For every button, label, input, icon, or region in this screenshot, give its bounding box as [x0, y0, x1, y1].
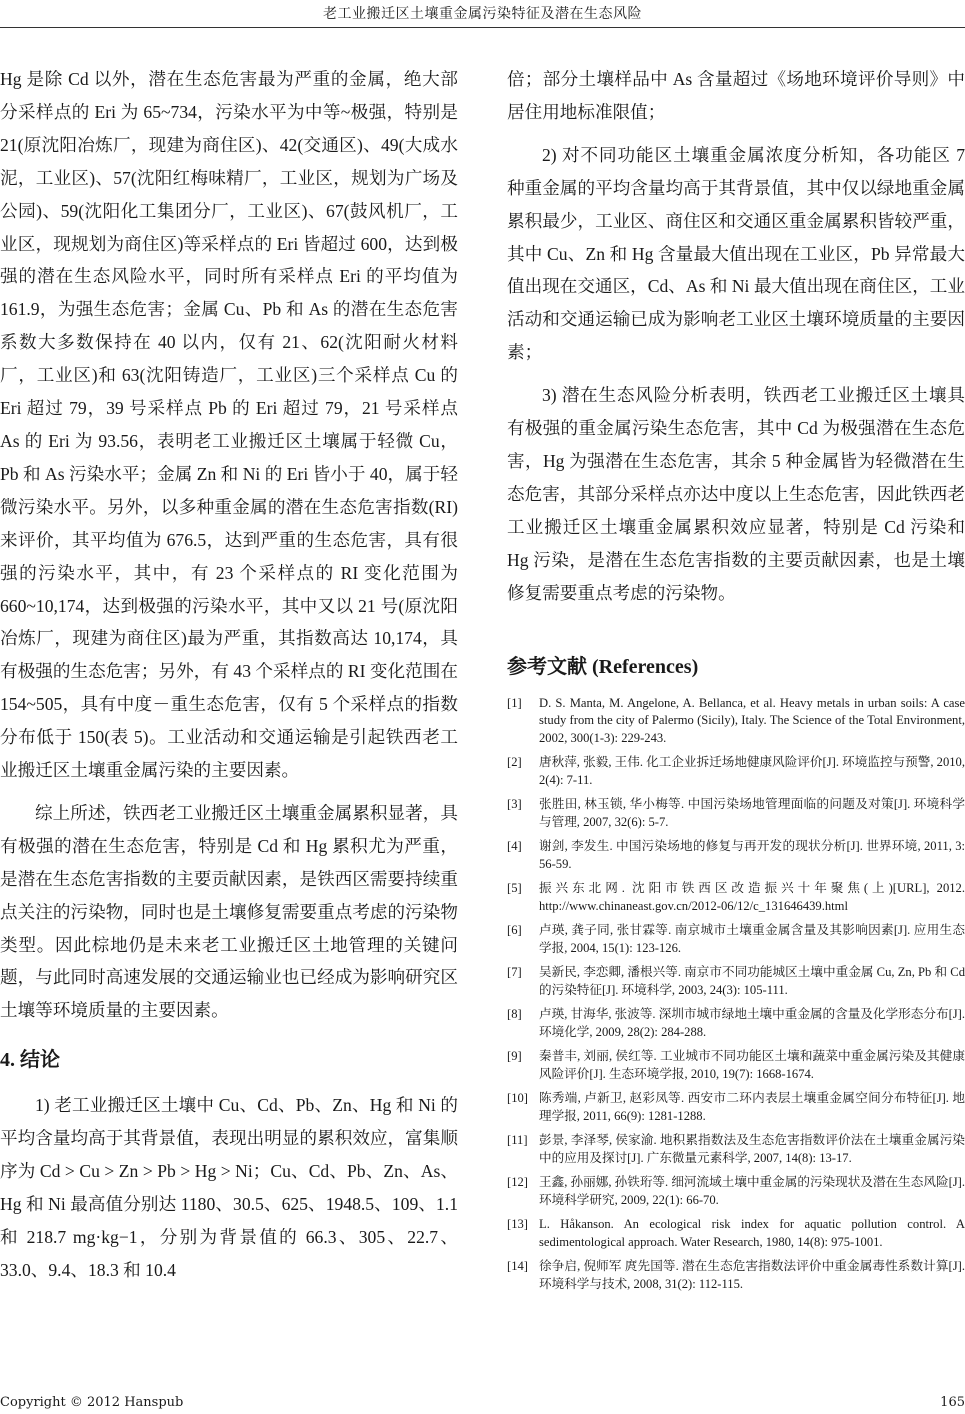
reference-list [507, 695, 965, 1294]
reference-text: 陈秀端, 卢新卫, 赵彩凤等. 西安市二环内表层土壤重金属空间分布特征[J]. 地理学报, 2011, 66(9): 1281-1288. [539, 1091, 965, 1123]
conclusion-paragraph: 3) 潜在生态风险分析表明，铁西老工业搬迁区土壤具有极强的重金属污染生态危害，其中 Cd 为极强潜在生态危害，Hg 为强潜在生态危害，其余 5 种金属皆为轻微潜在生态危害，其部分采样点亦达中度以上生态危害，因此铁西老工业搬迁区土壤重金属累积效应显著，特别是 Cd 污染和 Hg 污染，是潜在生态危害指数的主要贡献因素，也是土壤修复需要重点考虑的污染物。 [507, 385, 965, 603]
reference-number: [12] [507, 1175, 528, 1189]
reference-text: 张胜田, 林玉锁, 华小梅等. 中国污染场地管理面临的问题及对策[J]. 环境科学与管理, 2007, 32(6): 5-7. [539, 797, 965, 829]
reference-text: 王鑫, 孙丽娜, 孙铁珩等. 细河流域土壤中重金属的污染现状及潜在生态风险[J]. 环境科学研究, 2009, 22(1): 66-70. [539, 1175, 965, 1207]
reference-item [507, 1006, 965, 1041]
conclusion-paragraph: 倍；部分土壤样品中 As 含量超过《场地环境评价导则》中居住用地标准限值； [507, 69, 965, 122]
reference-text: D. S. Manta, M. Angelone, A. Bellanca, et al. Heavy metals in urban soils: A case study from the city of Palermo (Sicily), Italy. The Science of the Total Environment, 2002, 300(1-3): 229-243. [539, 695, 965, 745]
page-number: 165 [940, 1395, 965, 1410]
reference-item [507, 1132, 965, 1167]
body-paragraph: Hg 是除 Cd 以外，潜在生态危害最为严重的金属，绝大部分采样点的 Eri 为 65~734，污染水平为中等~极强，特别是 21(原沈阳冶炼厂，现建为商住区)、42(交通区)、49(大成水泥，工业区)、57(沈阳红梅味精厂，工业区，规划为广场及公园)、59(沈阳化工集团分厂，工业区)、67(鼓风机厂，工业区，现规划为商住区)等采样点的 Eri 皆超过 600，达到极强的潜在生态风险水平，同时所有采样点 Eri 的平均值为 161.9，为强生态危害；金属 Cu、Pb 和 As 的潜在生态危害系数大多数保持在 40 以内，仅有 21、62(沈阳耐火材料厂，工业区)和 63(沈阳铸造厂，工业区)三个采样点 Cu 的 Eri 超过 79，39 号采样点 Pb 的 Eri 超过 79，21 号采样点 As 的 Eri 为 93.56，表明老工业搬迁区土壤属于轻微 Cu，Pb 和 As 污染水平；金属 Zn 和 Ni 的 Eri 皆小于 40，属于轻微污染水平。另外，以多种重金属的潜在生态危害指数(RI)来评价，其平均值为 676.5，达到严重的生态危害，具有很强的污染水平，其中，有 23 个采样点的 RI 变化范围为 660~10,174，达到极强的污染水平，其中又以 21 号(原沈阳冶炼厂，现建为商住区)最为严重，其指数高达 10,174，具有极强的生态危害；另外，有 43 个采样点的 RI 变化范围在 154~505，具有中度－重生态危害，仅有 5 个采样点的指数分布低于 150(表 5)。工业活动和交通运输是引起铁西老工业搬迁区土壤重金属污染的主要因素。 [0, 69, 458, 781]
reference-item [507, 964, 965, 999]
reference-text: 唐秋萍, 张毅, 王伟. 化工企业拆迁场地健康风险评价[J]. 环境监控与预警, 2010, 2(4): 7-11. [539, 755, 965, 787]
reference-text: 吴新民, 李恋卿, 潘根兴等. 南京市不同功能城区土壤中重金属 Cu, Zn, Pb 和 Cd 的污染特征[J]. 环境科学, 2003, 24(3): 105-111. [539, 965, 965, 997]
reference-item [507, 838, 965, 873]
reference-text: 彭景, 李泽琴, 侯家渝. 地积累指数法及生态危害指数评价法在土壤重金属污染中的应用及探讨[J]. 广东微量元素科学, 2007, 14(8): 13-17. [539, 1133, 965, 1165]
reference-item [507, 796, 965, 831]
reference-item [507, 1090, 965, 1125]
copyright-notice: Copyright © 2012 Hanspub [0, 1395, 184, 1410]
reference-item [507, 1216, 965, 1251]
reference-number: [2] [507, 755, 522, 769]
right-column [507, 63, 965, 1300]
reference-number: [5] [507, 881, 522, 895]
reference-text: 卢瑛, 龚子同, 张甘霖等. 南京城市土壤重金属含量及其影响因素[J]. 应用生态学报, 2004, 15(1): 123-126. [539, 923, 965, 955]
reference-text: 卢瑛, 甘海华, 张波等. 深圳市城市绿地土壤中重金属的含量及化学形态分布[J]. 环境化学, 2009, 28(2): 284-288. [539, 1007, 965, 1039]
reference-text: 谢剑, 李发生. 中国污染场地的修复与再开发的现状分析[J]. 世界环境, 2011, 3: 56-59. [539, 839, 965, 871]
reference-number: [14] [507, 1259, 528, 1273]
reference-text: 徐争启, 倪师军 庹先国等. 潜在生态危害指数法评价中重金属毒性系数计算[J]. 环境科学与技术, 2008, 31(2): 112-115. [539, 1259, 965, 1291]
reference-number: [4] [507, 839, 522, 853]
conclusion-paragraph: 1) 老工业搬迁区土壤中 Cu、Cd、Pb、Zn、Hg 和 Ni 的平均含量均高于其背景值，表现出明显的累积效应，富集顺序为 Cd > Cu > Zn > Pb > Hg > Ni；Cu、Cd、Pb、Zn、As、Hg 和 Ni 最高值分别达 1180、30.5、625、1948.5、109、1.1 和 218.7 mg·kg−1，分别为背景值的 66.3、305、22.7、33.0、9.4、18.3 和 10.4 [0, 1095, 458, 1280]
reference-number: [11] [507, 1133, 528, 1147]
body-paragraph: 综上所述，铁西老工业搬迁区土壤重金属累积显著，具有极强的潜在生态危害，特别是 Cd 和 Hg 累积尤为严重，是潜在生态危害指数的主要贡献因素，是铁西区需要持续重点关注的污染物，同时也是土壤修复需要重点考虑的污染物类型。因此棕地仍是未来老工业搬迁区土地管理的关键问题，与此同时高速发展的交通运输业也已经成为影响研究区土壤等环境质量的主要因素。 [0, 802, 458, 1021]
reference-text: L. Håkanson. An ecological risk index for aquatic pollution control. A sedimentological approach. Water Research, 1980, 14(8): 975-1001. [539, 1217, 965, 1249]
reference-text: 振兴东北网. 沈阳市铁西区改造振兴十年聚焦(上)[URL], 2012. http://www.chinaneast.gov.cn/2012-06/12/c_131646439.html [539, 881, 965, 913]
section-heading-conclusion: 4. 结论 [0, 1049, 60, 1072]
reference-number: [13] [507, 1217, 528, 1231]
reference-item [507, 754, 965, 789]
reference-item [507, 1174, 965, 1209]
reference-number: [9] [507, 1049, 522, 1063]
reference-item [507, 880, 965, 915]
reference-number: [8] [507, 1007, 522, 1021]
reference-number: [7] [507, 965, 522, 979]
running-header: 老工业搬迁区土壤重金属污染特征及潜在生态风险 [323, 6, 642, 22]
reference-text: 秦普丰, 刘丽, 侯红等. 工业城市不同功能区土壤和蔬菜中重金属污染及其健康风险评价[J]. 生态环境学报, 2010, 19(7): 1668-1674. [539, 1049, 965, 1081]
reference-number: [1] [507, 695, 522, 710]
reference-number: [3] [507, 797, 522, 811]
reference-number: [6] [507, 923, 522, 937]
reference-item [507, 1258, 965, 1293]
references-heading: 参考文献 (References) [507, 655, 699, 678]
reference-item [507, 922, 965, 957]
reference-number: [10] [507, 1091, 528, 1105]
conclusion-paragraph: 2) 对不同功能区土壤重金属浓度分析知，各功能区 7 种重金属的平均含量均高于其背景值，其中仅以绿地重金属累积最少，工业区、商住区和交通区重金属累积皆较严重，其中 Cu、Zn 和 Hg 含量最大值出现在工业区，Pb 异常最大值出现在交通区，Cd、As 和 Ni 最大值出现在商住区，工业活动和交通运输已成为影响老工业区土壤环境质量的主要因素； [507, 144, 965, 363]
left-column [0, 63, 458, 1287]
reference-item [507, 1048, 965, 1083]
header-divider [0, 27, 965, 28]
reference-item [507, 695, 965, 748]
